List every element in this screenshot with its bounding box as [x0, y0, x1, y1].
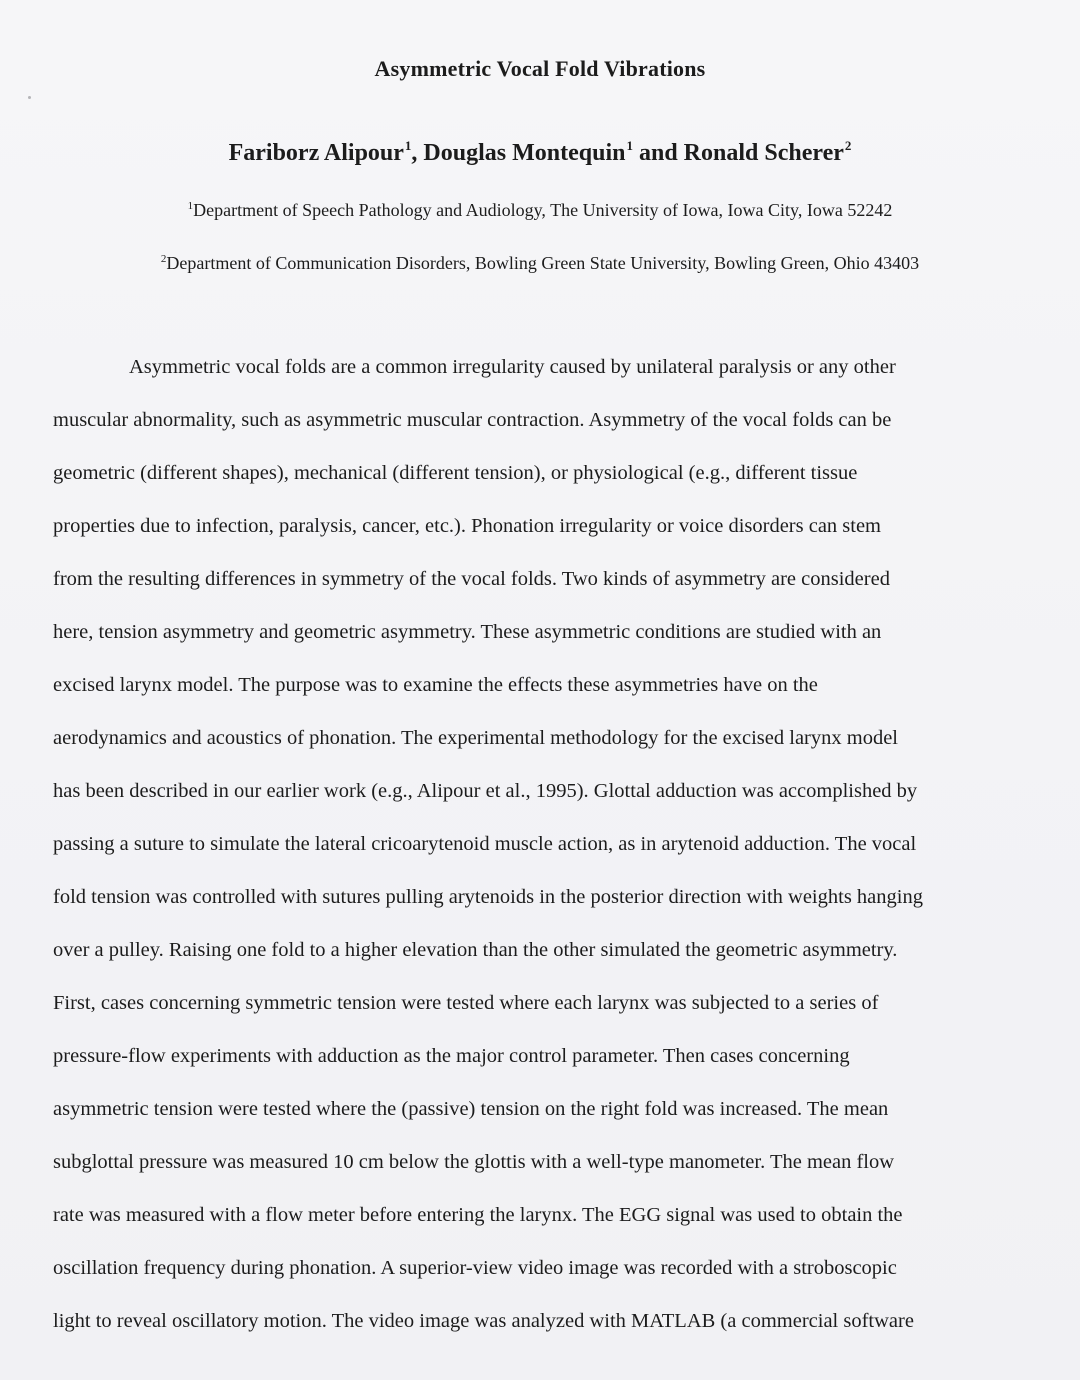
body-line: muscular abnormality, such as asymmetric muscular contraction. Asymmetry of the vocal folds can be: [53, 409, 892, 431]
body-line: passing a suture to simulate the lateral cricoarytenoid muscle action, as in arytenoid adduction. The vocal: [53, 833, 917, 855]
body-line: aerodynamics and acoustics of phonation. The experimental methodology for the excised larynx model: [53, 727, 898, 749]
author-name: Ronald Scherer: [683, 140, 844, 166]
author-separator: ,: [411, 140, 424, 166]
body-line: fold tension was controlled with sutures pulling arytenoids in the posterior direction with weights hanging: [53, 886, 923, 908]
body-line: oscillation frequency during phonation. A superior-view video image was recorded with a stroboscopic: [53, 1257, 897, 1279]
affiliation-mark: 1: [187, 200, 194, 212]
body-line: has been described in our earlier work (e.g., Alipour et al., 1995). Glottal adduction was accomplished by: [53, 780, 918, 802]
body-line: Asymmetric vocal folds are a common irregularity caused by unilateral paralysis or any other: [129, 356, 896, 378]
body-line: pressure-flow experiments with adduction as the major control parameter. Then cases concerning: [53, 1045, 850, 1067]
body-line: light to reveal oscillatory motion. The video image was analyzed with MATLAB (a commercial software: [53, 1310, 914, 1332]
author-affiliation-mark: 2: [844, 138, 852, 153]
author-affiliation-mark: 1: [626, 138, 633, 153]
paper-title: Asymmetric Vocal Fold Vibrations: [374, 56, 706, 81]
author-list: [0, 138, 1080, 167]
body-paragraph: [53, 350, 1018, 1357]
body-line: First, cases concerning symmetric tension were tested where each larynx was subjected to a series of: [53, 992, 879, 1014]
body-line: subglottal pressure was measured 10 cm below the glottis with a well-type manometer. The mean flow: [53, 1151, 895, 1173]
author-name: Fariborz Alipour: [228, 140, 404, 166]
affiliation-text: Department of Speech Pathology and Audiology, The University of Iowa, Iowa City, Iowa 52242: [193, 200, 893, 220]
body-line: properties due to infection, paralysis, cancer, etc.). Phonation irregularity or voice disorders can stem: [53, 515, 882, 537]
author-affiliation-mark: 1: [404, 138, 412, 153]
body-line: over a pulley. Raising one fold to a higher elevation than the other simulated the geometric asymmetry.: [53, 939, 898, 961]
body-line: asymmetric tension were tested where the (passive) tension on the right fold was increased. The mean: [53, 1098, 889, 1120]
body-line: excised larynx model. The purpose was to examine the effects these asymmetries have on the: [53, 674, 818, 696]
affiliation-mark: 2: [160, 253, 167, 265]
affiliation: [0, 253, 1080, 274]
author-separator: and: [632, 140, 684, 166]
body-line: here, tension asymmetry and geometric asymmetry. These asymmetric conditions are studied with an: [53, 621, 882, 643]
body-line: geometric (different shapes), mechanical (different tension), or physiological (e.g., different tissue: [53, 462, 858, 484]
affiliation-text: Department of Communication Disorders, Bowling Green State University, Bowling Green, Ohio 43403: [166, 253, 920, 273]
body-line: from the resulting differences in symmetry of the vocal folds. Two kinds of asymmetry are considered: [53, 568, 890, 590]
scan-speck: [28, 96, 31, 99]
author-name: Douglas Montequin: [423, 140, 626, 166]
body-line: rate was measured with a flow meter before entering the larynx. The EGG signal was used to obtain the: [53, 1204, 903, 1226]
affiliation: [0, 200, 1080, 221]
